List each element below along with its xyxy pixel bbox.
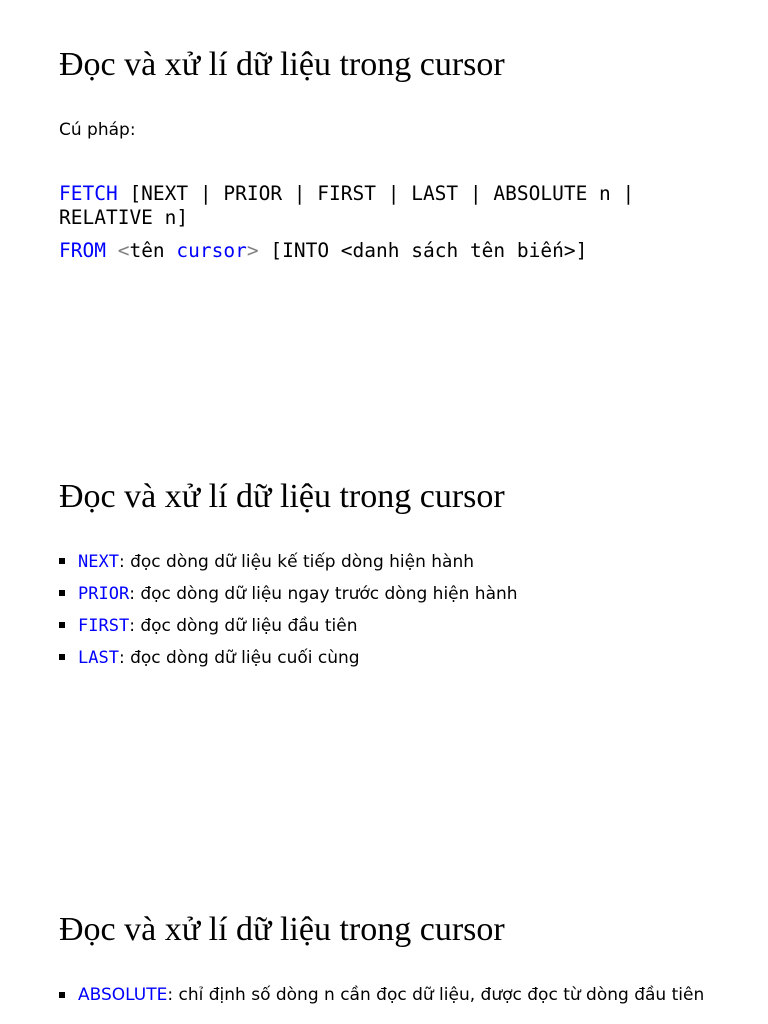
square-bullet-icon xyxy=(59,654,65,660)
square-bullet-icon xyxy=(59,622,65,628)
option-description: : đọc dòng dữ liệu ngay trước dòng hiện hành xyxy=(129,584,518,604)
code-line-1 xyxy=(59,182,634,206)
list-item xyxy=(59,646,709,670)
option-description: : đọc dòng dữ liệu cuối cùng xyxy=(118,648,360,668)
option-description: : đọc dòng dữ liệu đầu tiên xyxy=(129,616,358,636)
option-term: ABSOLUTE xyxy=(78,985,168,1005)
square-bullet-icon xyxy=(59,992,65,998)
fetch-options-list xyxy=(59,550,709,678)
option-term: NEXT xyxy=(78,552,119,572)
code-line-2 xyxy=(59,206,188,230)
code-cursor-name-text: tên xyxy=(129,239,177,262)
code-keyword-fetch: FETCH xyxy=(59,182,118,205)
code-angle-open: < xyxy=(105,239,130,262)
absolute-option-list xyxy=(59,984,709,1007)
slide-1-title: Đọc và xử lí dữ liệu trong cursor xyxy=(59,46,505,83)
square-bullet-icon xyxy=(59,590,65,596)
option-term: FIRST xyxy=(78,616,130,636)
code-relative-option: RELATIVE n] xyxy=(59,206,189,229)
syntax-label: Cú pháp: xyxy=(59,120,136,140)
option-description: : đọc dòng dữ liệu kế tiếp dòng hiện hành xyxy=(118,552,475,572)
slide-2-title: Đọc và xử lí dữ liệu trong cursor xyxy=(59,478,505,515)
slide-3-title: Đọc và xử lí dữ liệu trong cursor xyxy=(59,911,505,948)
code-keyword-from: FROM xyxy=(59,239,106,262)
option-description: : chỉ định số dòng n cần đọc dữ liệu, được đọc từ dòng đầu tiên xyxy=(167,985,705,1005)
list-item xyxy=(59,582,709,606)
list-item xyxy=(59,550,709,574)
list-item xyxy=(59,614,709,638)
option-term: PRIOR xyxy=(78,584,130,604)
option-term: LAST xyxy=(78,648,119,668)
code-keyword-cursor: cursor xyxy=(176,239,247,262)
list-item xyxy=(59,984,709,1007)
square-bullet-icon xyxy=(59,558,65,564)
code-into-clause: [INTO <danh sách tên biến>] xyxy=(258,239,588,262)
code-angle-close: > xyxy=(246,239,259,262)
code-line-3 xyxy=(59,239,587,263)
code-fetch-options: [NEXT | PRIOR | FIRST | LAST | ABSOLUTE n | xyxy=(117,182,635,205)
